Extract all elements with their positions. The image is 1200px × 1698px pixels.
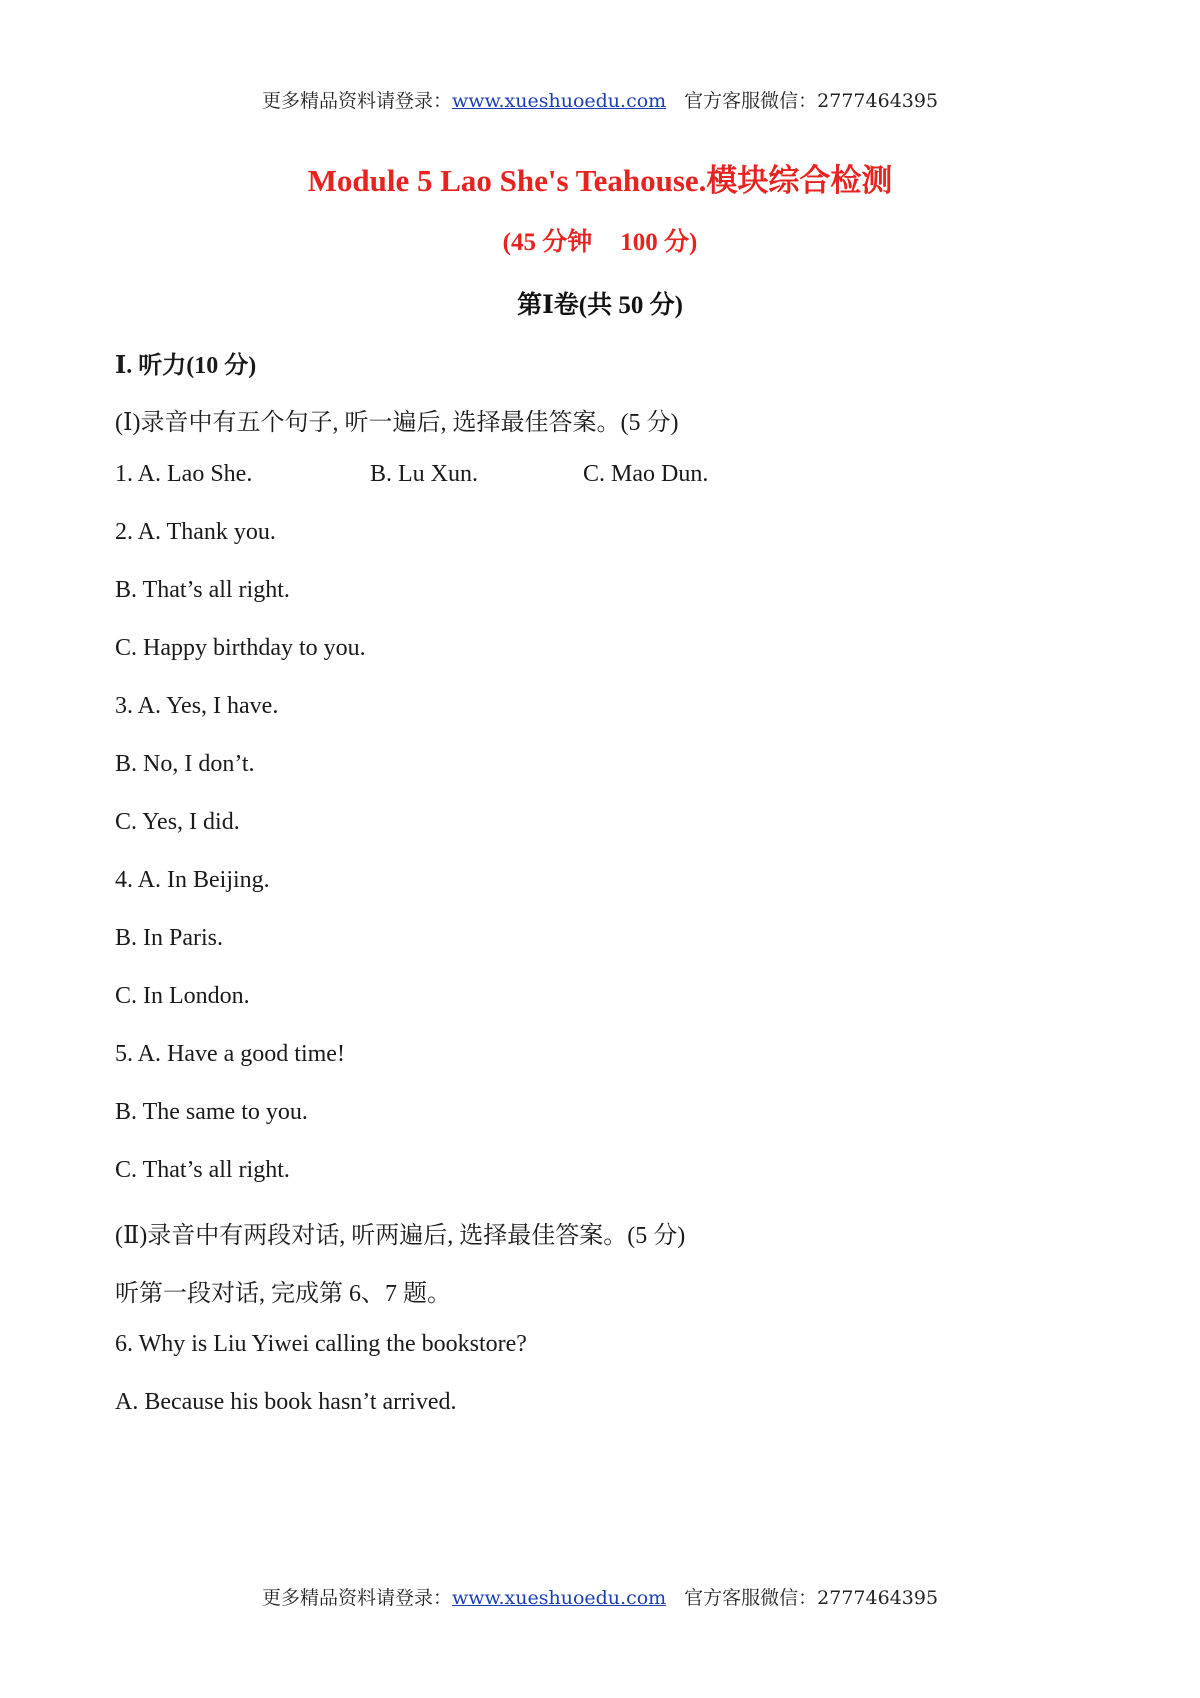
dialog1-instruction: 听第一段对话, 完成第 6、7 题。	[115, 1281, 451, 1307]
q4-option-b: B. In Paris.	[115, 925, 223, 951]
q1-option-a: 1. A. Lao She.	[115, 461, 253, 487]
section-heading: Ⅰ. 听力(10 分)	[115, 353, 257, 379]
footer-wechat: 官方客服微信：2777464395	[684, 1587, 939, 1609]
sub2-instruction: (Ⅱ)录音中有两段对话, 听两遍后, 选择最佳答案。(5 分)	[115, 1223, 686, 1249]
q5-option-b: B. The same to you.	[115, 1099, 308, 1125]
header-link[interactable]: www.xueshuoedu.com	[451, 90, 667, 112]
q1-option-b: B. Lu Xun.	[370, 461, 478, 487]
q4-option-c: C. In London.	[115, 983, 250, 1009]
footer-prefix: 更多精品资料请登录：	[261, 1587, 452, 1609]
header-prefix: 更多精品资料请登录：	[261, 90, 452, 112]
header-wechat: 官方客服微信：2777464395	[684, 90, 939, 112]
q6-option-a: A. Because his book hasn’t arrived.	[115, 1389, 457, 1415]
q5-option-c: C. That’s all right.	[115, 1157, 290, 1183]
document-title: Module 5 Lao She's Teahouse.模块综合检测	[307, 163, 893, 198]
subtitle-time: (45 分钟	[502, 229, 593, 256]
q2-option-b: B. That’s all right.	[115, 577, 290, 603]
document-subtitle	[0, 222, 1200, 258]
q3-option-b: B. No, I don’t.	[115, 751, 255, 777]
footer-link[interactable]: www.xueshuoedu.com	[451, 1587, 667, 1609]
q2-option-a: 2. A. Thank you.	[115, 519, 276, 545]
q4-option-a: 4. A. In Beijing.	[115, 867, 270, 893]
q5-option-a: 5. A. Have a good time!	[115, 1041, 345, 1067]
part-title: 第Ⅰ卷(共 50 分)	[517, 292, 683, 319]
q3-option-a: 3. A. Yes, I have.	[115, 693, 279, 719]
sub1-instruction: (Ⅰ)录音中有五个句子, 听一遍后, 选择最佳答案。(5 分)	[115, 410, 679, 436]
question-6: 6. Why is Liu Yiwei calling the bookstore?	[115, 1331, 527, 1357]
page-footer	[0, 1583, 1200, 1610]
q2-option-c: C. Happy birthday to you.	[115, 635, 366, 661]
q3-option-c: C. Yes, I did.	[115, 809, 240, 835]
q1-option-c: C. Mao Dun.	[583, 461, 709, 487]
question-1	[115, 461, 709, 488]
subtitle-score: 100 分)	[620, 229, 698, 256]
page-header	[0, 86, 1200, 113]
